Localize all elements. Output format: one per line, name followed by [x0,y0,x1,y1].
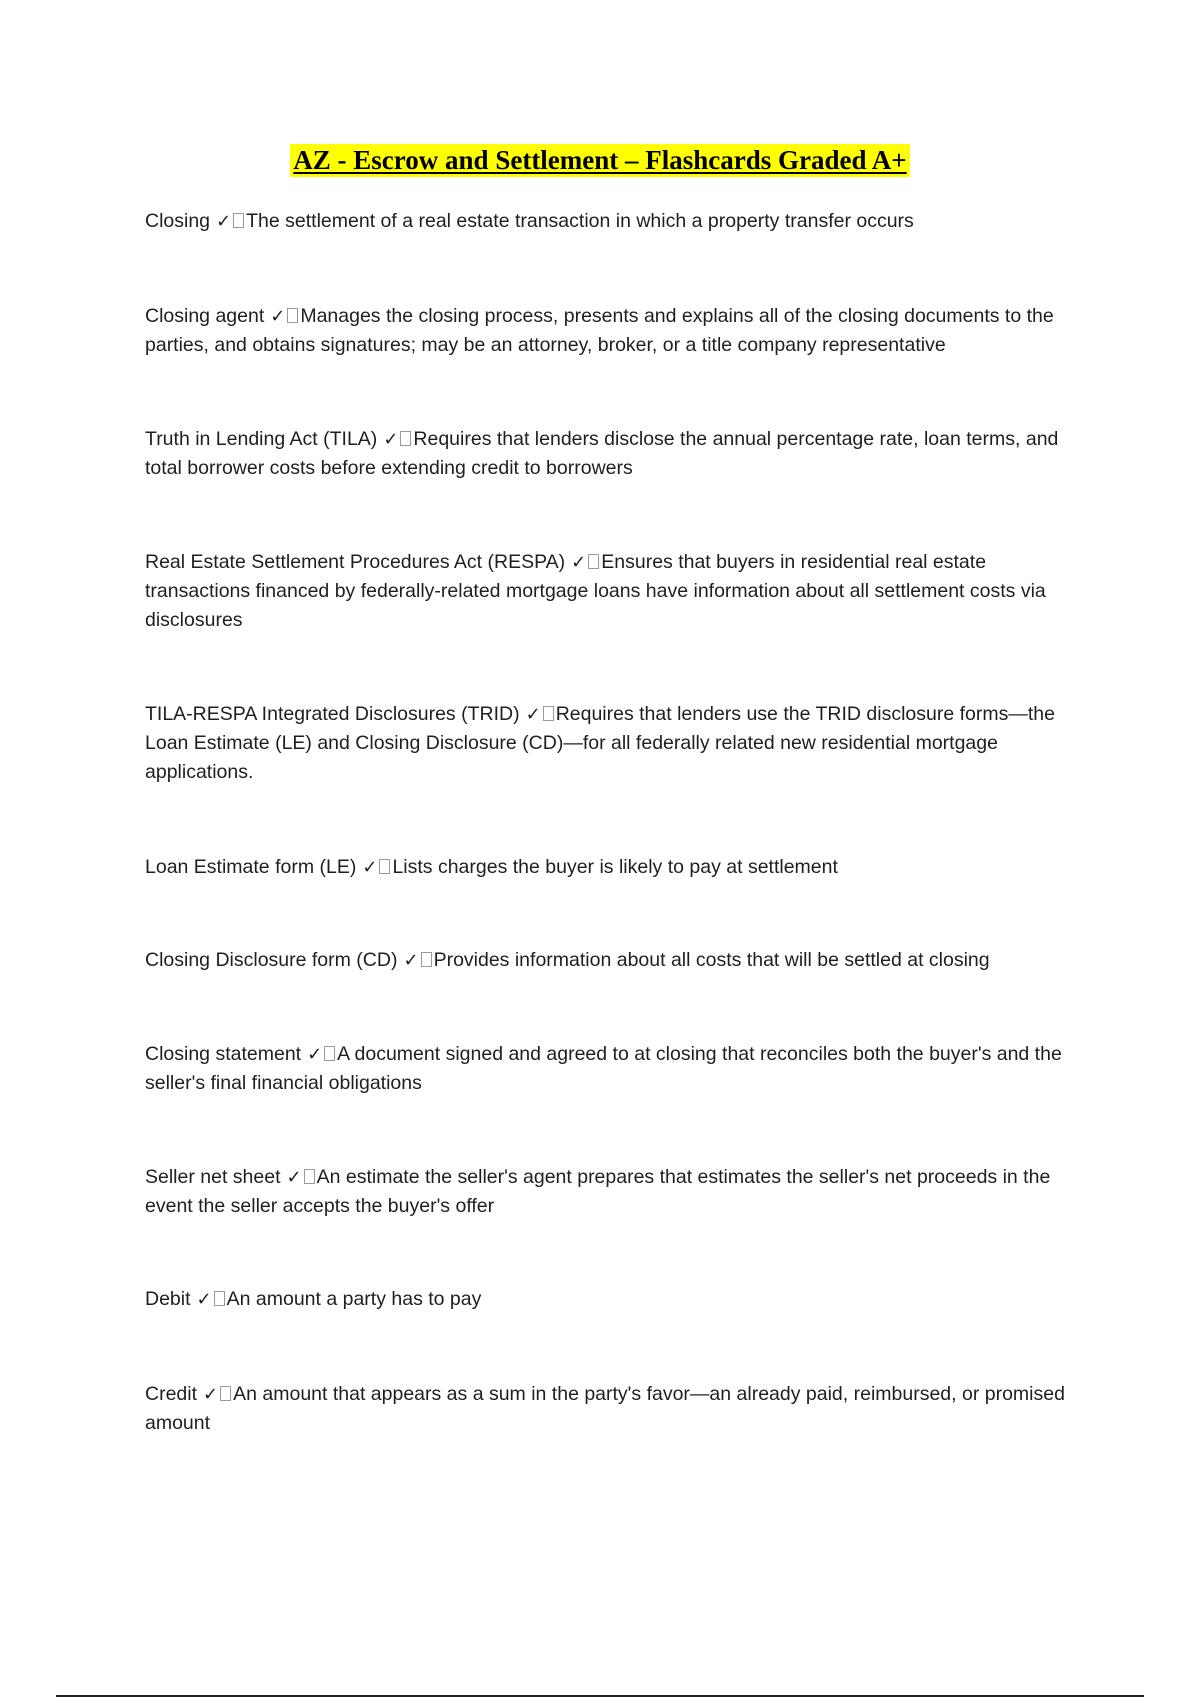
flashcard-definition: A document signed and agreed to at closing that reconciles both the buyer's and the seller's final financial obligations [145,1043,1062,1094]
flashcard-term: Loan Estimate form (LE) [145,856,357,878]
check-icon: ✓ [307,1044,323,1065]
flashcard [145,1163,1095,1221]
flashcard-term: Closing [145,210,211,232]
box-icon [287,308,298,323]
flashcard-term: Closing agent [145,305,265,327]
flashcard-term: Debit [145,1288,191,1310]
box-icon [233,213,244,228]
flashcard-definition: An estimate the seller's agent prepares that estimates the seller's net proceeds in the event the seller accepts the buyer's offer [145,1166,1051,1217]
check-icon: ✓ [362,857,378,878]
check-icon: ✓ [525,704,541,725]
flashcard-term: Truth in Lending Act (TILA) [145,428,378,450]
flashcard [145,302,1095,360]
flashcard [145,853,1095,882]
flashcard [145,207,1095,236]
check-icon: ✓ [383,429,399,450]
flashcard-term: Seller net sheet [145,1166,281,1188]
flashcard-definition: An amount that appears as a sum in the party's favor—an already paid, reimbursed, or promised amount [145,1383,1065,1434]
box-icon [588,554,599,569]
flashcard [145,548,1095,635]
box-icon [421,952,432,967]
footer-divider [56,1695,1144,1697]
check-icon: ✓ [403,950,419,971]
flashcard [145,425,1095,483]
flashcard-definition: The settlement of a real estate transaction in which a property transfer occurs [246,210,914,232]
flashcard-term: Closing statement [145,1043,302,1065]
flashcard [145,1380,1095,1438]
check-icon: ✓ [270,306,286,327]
page-title: AZ - Escrow and Settlement – Flashcards Graded A+ [290,144,909,177]
flashcard [145,946,1095,975]
flashcard-term: TILA-RESPA Integrated Disclosures (TRID) [145,703,520,725]
check-icon: ✓ [203,1384,219,1405]
flashcard-definition: Ensures that buyers in residential real estate transactions financed by federally-related mortgage loans have information about all settlement costs via disclosures [145,551,1046,631]
box-icon [379,859,390,874]
check-icon: ✓ [286,1167,302,1188]
flashcard [145,1285,1095,1314]
flashcard-definition: Provides information about all costs that will be settled at closing [433,949,990,971]
box-icon [220,1386,231,1401]
flashcard [145,700,1095,787]
flashcard-definition: Requires that lenders use the TRID disclosure forms—the Loan Estimate (LE) and Closing Disclosure (CD)—for all federally related new residential mortgage applications. [145,703,1055,783]
flashcard-definition: Lists charges the buyer is likely to pay at settlement [392,856,838,878]
flashcard-term: Closing Disclosure form (CD) [145,949,398,971]
flashcard-definition: Manages the closing process, presents and explains all of the closing documents to the parties, and obtains signatures; may be an attorney, broker, or a title company representative [145,305,1054,356]
box-icon [214,1291,225,1306]
flashcard [145,1040,1095,1098]
flashcard-term: Real Estate Settlement Procedures Act (RESPA) [145,551,566,573]
box-icon [543,706,554,721]
box-icon [304,1169,315,1184]
flashcard-term: Credit [145,1383,198,1405]
check-icon: ✓ [196,1289,212,1310]
flashcard-definition: Requires that lenders disclose the annual percentage rate, loan terms, and total borrower costs before extending credit to borrowers [145,428,1059,479]
flashcard-definition: An amount a party has to pay [226,1288,482,1310]
check-icon: ✓ [216,211,232,232]
check-icon: ✓ [571,552,587,573]
box-icon [400,431,411,446]
box-icon [324,1046,335,1061]
title-container [0,144,1200,177]
